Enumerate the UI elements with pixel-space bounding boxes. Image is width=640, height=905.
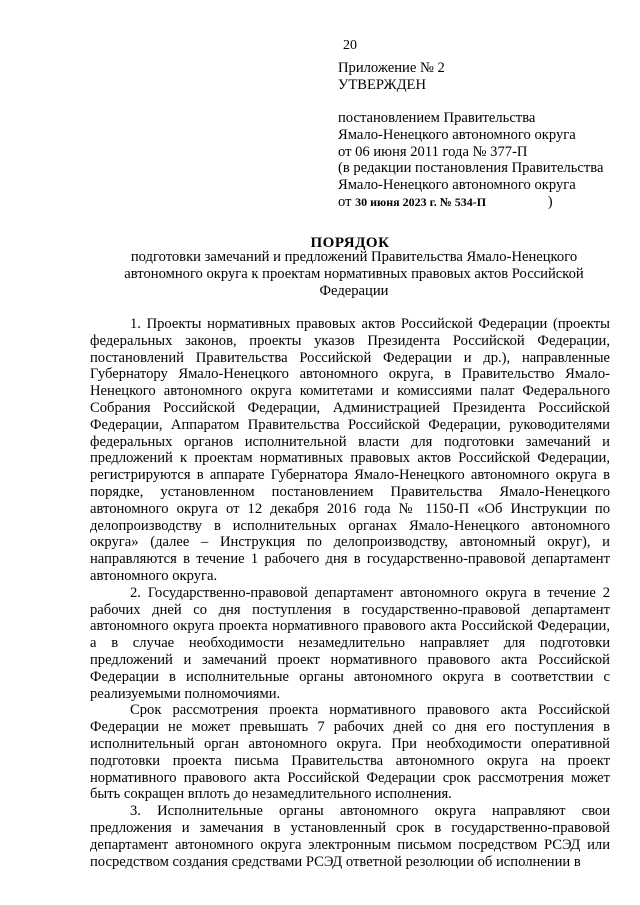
edition-line xyxy=(338,194,628,211)
edition-date: 30 июня 2023 г. № 534-П xyxy=(355,194,487,209)
paragraph: 3. Исполнительные органы автономного округа направляют свои предложения и замечания в установленный срок в государственно-правовой департамент автономного округа электронным письмом посредством РСЭД или посредством создания средствами РСЭД ответной резолюции об исполнении в xyxy=(90,803,610,870)
approval-line: Ямало-Ненецкого автономного округа xyxy=(338,177,576,194)
page-number: 20 xyxy=(343,38,357,53)
approval-block xyxy=(338,110,628,211)
edition-prefix: от xyxy=(338,193,352,210)
document-body xyxy=(90,316,610,870)
appendix-header xyxy=(338,60,628,94)
approved-stamp-text: УТВЕРЖДЕН xyxy=(338,76,426,93)
approval-line: постановлением Правительства xyxy=(338,110,536,126)
approval-line: от 06 июня 2011 года № 377-П xyxy=(338,143,528,160)
approval-line: Ямало-Ненецкого автономного округа xyxy=(338,126,576,143)
paragraph: Срок рассмотрения проекта нормативного правового акта Российской Федерации не может превышать 7 рабочих дней со дня его поступления в исполнительный орган автономного округа. При необходимости оперативной подготовки проекта письма Правительства автономного округа на проект нормативного правового акта Российской Федерации срок рассмотрения может быть сокращен вплоть до незамедлительного исполнения. xyxy=(90,702,610,803)
paragraph: 2. Государственно-правовой департамент автономного округа в течение 2 рабочих дней со дня поступления в государственно-правовой департамент автономного округа проекта нормативного правового акта Российской Федерации, а в случае необходимости незамедлительно направляет для подготовки предложений и замечаний проект нормативного правового акта Российской Федерации в исполнительные органы автономного округа в соответствии с реализуемыми полномочиями. xyxy=(90,584,610,702)
paragraph: 1. Проекты нормативных правовых актов Российской Федерации (проекты федеральных законов, проекты указов Президента Российской Федерации, постановлений Правительства Российской Федерации и др.), направленные Губернатору Ямало-Ненецкого автономного округа, в Правительство Ямало-Ненецкого автономного округа комитетами и комиссиями палат Федерального Собрания Российской Федерации, Администрацией Президента Российской Федерации, Аппаратом Правительства Российской Федерации, руководителями федеральных органов исполнительной власти для подготовки замечаний и предложений к проектам нормативных правовых актов Российской Федерации, регистрируются в аппарате Губернатора Ямало-Ненецкого автономного округа в порядке, установленном постановлением Правительства Ямало-Ненецкого автономного округа от 12 декабря 2016 года № 1150-П «Об Инструкции по делопроизводству в исполнительных органах Ямало-Ненецкого автономного округа» (далее – Инструкция по делопроизводству, автономный округ), и направляются в течение 1 рабочего дня в государственно-правовой департамент автономного округа. xyxy=(90,316,610,584)
document-title: ПОРЯДОК xyxy=(310,235,390,251)
edition-suffix: ) xyxy=(547,193,553,210)
appendix-label: Приложение № 2 xyxy=(338,60,445,76)
document-subtitle: подготовки замечаний и предложений Правительства Ямало-Ненецкого автономного округа к проектам нормативных правовых актов Российской Федерации xyxy=(124,249,584,299)
approval-line: (в редакции постановления Правительства xyxy=(338,160,604,177)
